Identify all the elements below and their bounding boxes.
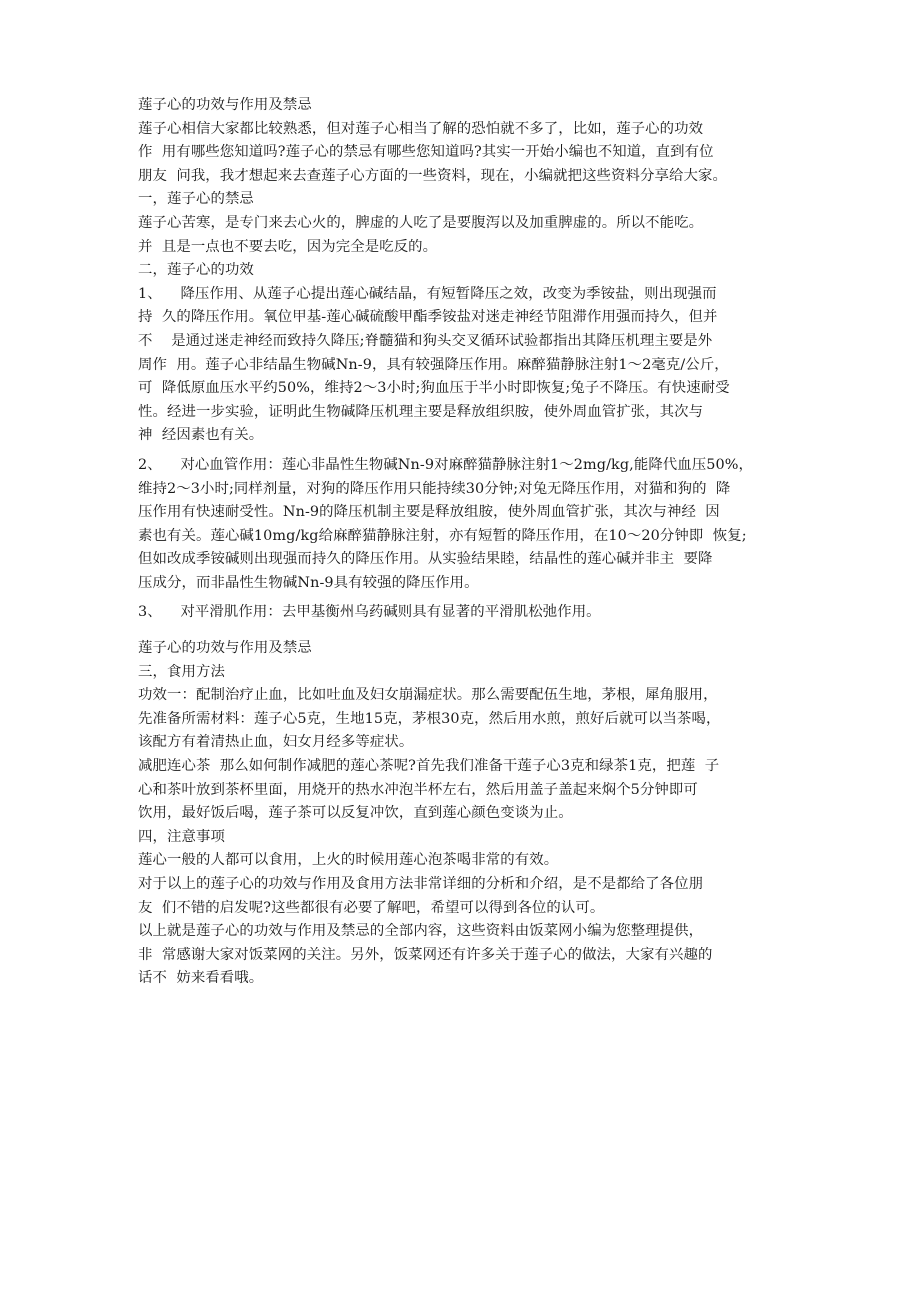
effect-item-1-line: 1、 降压作用、从莲子心提出莲心碱结晶，有短暂降压之效，改变为季铵盐，则出现强而 [138, 285, 717, 302]
effect-item-1-line: 持 久的降压作用。氧位甲基-莲心碱硫酸甲酯季铵盐对迷走神经节阻滞作用强而持久，但并 [138, 309, 718, 326]
section-heading-taboo: 一，莲子心的禁忌 [138, 191, 254, 208]
usage-method-1-line: 该配方有着清热止血，妇女月经多等症状。 [138, 734, 414, 751]
document-page [138, 94, 788, 991]
effect-item-2 [138, 454, 788, 596]
effect-item-1 [138, 283, 788, 448]
intro-line: 莲子心相信大家都比较熟悉，但对莲子心相当了解的恐怕就不多了，比如，莲子心的功效 [138, 120, 704, 137]
taboo-paragraph [138, 212, 788, 259]
intro-line: 朋友 问我，我才想起来去查莲子心方面的一些资料，现在，小编就把这些资料分享给大家。 [138, 167, 727, 184]
effect-item-2-line: 维持2〜3小时;同样剂量，对狗的降压作用只能持续30分钟;对兔无降压作用，对猫和狗的 降 [138, 480, 731, 497]
intro-line: 作 用有哪些您知道吗?莲子心的禁忌有哪些您知道吗?其实一开始小编也不知道，直到有位 [138, 144, 714, 161]
intro-paragraph [138, 118, 788, 189]
effect-item-2-line: 素也有关。莲心碱10mg/kg给麻醉猫静脉注射，亦有短暂的降压作用，在10〜20分钟即 恢复; [138, 527, 747, 544]
effect-item-2-line: 但如改成季铵碱则出现强而持久的降压作用。从实验结果睦，结晶性的莲心碱并非主 要降 [138, 551, 713, 568]
summary-line: 对于以上的莲子心的功效与作用及食用方法非常详细的分析和介绍，是不是都给了各位朋 [138, 876, 704, 892]
effect-item-2-line: 压作用有快速耐受性。Nn-9的降压机制主要是释放组胺，使外周血管扩张，其次与神经 因 [138, 504, 720, 521]
section-heading-notes: 四，注意事项 [138, 828, 225, 845]
usage-method-2-line: 减肥连心茶 那么如何制作减肥的莲心茶呢?首先我们准备干莲子心3克和绿茶1克，把莲 子 [138, 758, 720, 775]
closing-line: 话不 妨来看看哦。 [138, 970, 264, 987]
effect-item-1-line: 性。经进一步实验，证明此生物碱降压机理主要是释放组织胺，使外周血管扩张，其次与 [138, 403, 704, 420]
effect-item-1-line: 可 降低原血压水平约50%，维持2〜3小时;狗血压于半小时即恢复;兔子不降压。有快速耐受 [138, 380, 730, 397]
document-title: 莲子心的功效与作用及禁忌 [138, 97, 312, 113]
section-heading-usage: 三，食用方法 [138, 663, 225, 680]
usage-method-1-line: 先准备所需材料：莲子心5克，生地15克，茅根30克，然后用水煎，煎好后就可以当茶喝， [138, 710, 721, 727]
effect-item-1-line: 周作 用。莲子心非结晶生物碱Nn-9，具有较强降压作用。麻醉猫静脉注射1〜2毫克/公斤， [138, 356, 729, 373]
usage-method-2-line: 饮用，最好饭后喝，莲子茶可以反复冲饮，直到莲心颜色变谈为止。 [138, 805, 573, 822]
summary-paragraph [138, 873, 788, 920]
closing-line: 以上就是莲子心的功效与作用及禁忌的全部内容，这些资料由饭菜网小编为您整理提供， [138, 923, 704, 940]
closing-line: 非 常感谢大家对饭菜网的关注。另外，饭菜网还有许多关于莲子心的做法，大家有兴趣的 [138, 946, 713, 963]
usage-method-2 [138, 755, 788, 826]
usage-method-2-line: 心和茶叶放到茶杯里面，用烧开的热水冲泡半杯左右，然后用盖子盖起来焖个5分钟即可 [138, 781, 698, 798]
effect-item-2-line: 2、 对心血管作用：莲心非晶性生物碱Nn-9对麻醉猫静脉注射1〜2mg/kg,能降代血压50%， [138, 456, 754, 473]
notes-paragraph: 莲心一般的人都可以食用，上火的时候用莲心泡茶喝非常的有效。 [138, 852, 559, 869]
effect-item-1-line: 神 经因素也有关。 [138, 427, 264, 444]
effect-item-3: 3、 对平滑肌作用：去甲基衡州乌药碱则具有显著的平滑肌松弛作用。 [138, 604, 601, 621]
section-heading-effects: 二，莲子心的功效 [138, 262, 254, 279]
effect-item-2-line: 压成分，而非晶性生物碱Nn-9具有较强的降压作用。 [138, 574, 479, 591]
summary-line: 友 们不错的启发呢?这些都很有必要了解吧，希望可以得到各位的认可。 [138, 899, 605, 916]
taboo-line: 莲子心苦寒，是专门来去心火的，脾虚的人吃了是要腹泻以及加重脾虚的。所以不能吃。 [138, 214, 704, 231]
taboo-line: 并 且是一点也不要去吃，因为完全是吃反的。 [138, 238, 438, 255]
repeat-title: 莲子心的功效与作用及禁忌 [138, 640, 312, 657]
effect-item-1-line: 不 是通过迷走神经而致持久降压;脊髓猫和狗头交叉循环试验都指出其降压机理主要是外 [138, 332, 713, 349]
usage-method-1 [138, 684, 788, 755]
usage-method-1-line: 功效一：配制治疗止血，比如吐血及妇女崩漏症状。那么需要配伍生地，茅根，犀角服用， [138, 687, 718, 704]
closing-paragraph [138, 920, 788, 991]
